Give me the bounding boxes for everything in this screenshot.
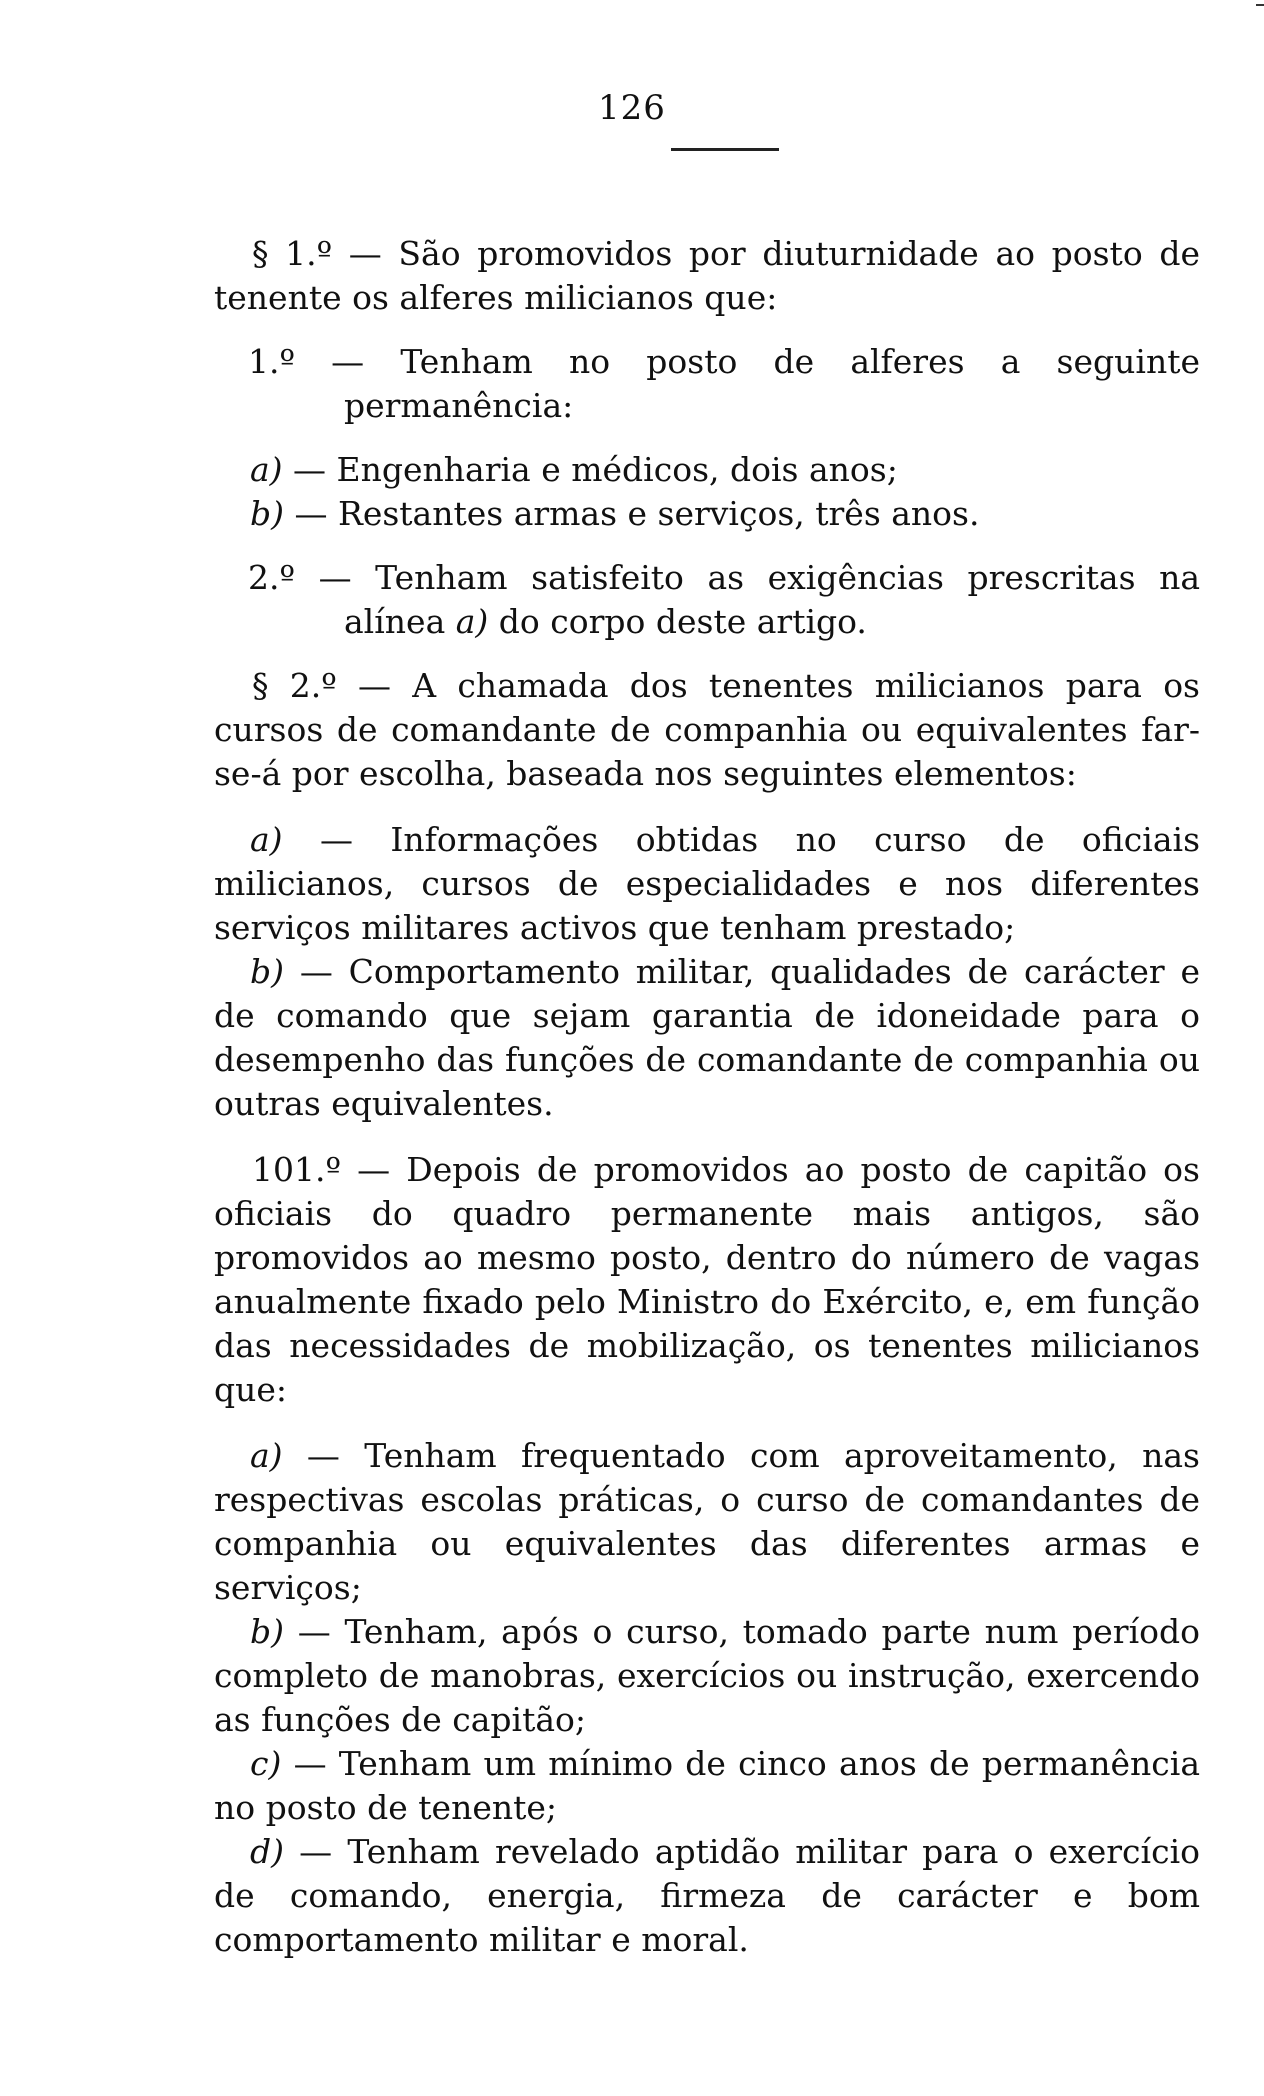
paragraph-2b-text: — Comportamento militar, qualidades de carácter e de comando que sejam garantia de idoneidade para o desempenho das funções de comandante de companhia ou outras equivalentes. — [214, 952, 1200, 1123]
article-101-a-label: a) — [250, 1436, 283, 1475]
article-101-d — [214, 1830, 1200, 1962]
paragraph-2: § 2.º — A chamada dos tenentes milicianos para os cursos de comandante de companhia ou equivalentes far-se-á por escolha, baseada nos seguintes elementos: — [214, 666, 1200, 793]
item-1: 1.º — Tenham no posto de alferes a seguinte permanência: — [248, 342, 1200, 425]
page-number-rule — [671, 148, 779, 151]
paragraph-2a-text: — Informações obtidas no curso de oficiais milicianos, cursos de especialidades e nos diferentes serviços militares activos que tenham prestado; — [214, 820, 1200, 947]
item-1a-text: — Engenharia e médicos, dois anos; — [282, 450, 898, 489]
item-2-label: a) — [455, 602, 489, 641]
item-1a-label: a) — [250, 450, 283, 489]
paragraph-1: § 1.º — São promovidos por diuturnidade ao posto de tenente os alferes milicianos que: — [214, 234, 1200, 317]
paragraph-2b-label: b) — [250, 952, 284, 991]
article-101-b — [214, 1610, 1200, 1742]
page-number: 126 — [598, 88, 666, 128]
item-1b — [214, 492, 1200, 536]
item-1b-text: — Restantes armas e serviços, três anos. — [284, 494, 980, 533]
corner-mark — [1256, 4, 1264, 6]
item-2-post: do corpo deste artigo. — [488, 602, 867, 641]
paragraph-2a — [214, 818, 1200, 950]
item-2 — [214, 556, 1200, 644]
item-1a — [214, 448, 1200, 492]
article-101-d-text: — Tenham revelado aptidão militar para o exercício de comando, energia, firmeza de carácter e bom comportamento militar e moral. — [214, 1832, 1200, 1959]
article-101-b-text: — Tenham, após o curso, tomado parte num período completo de manobras, exercícios ou instrução, exercendo as funções de capitão; — [214, 1612, 1200, 1739]
article-101-c-text: — Tenham um mínimo de cinco anos de permanência no posto de tenente; — [214, 1744, 1200, 1827]
paragraph-2b — [214, 950, 1200, 1126]
article-101-a-text: — Tenham frequentado com aproveitamento, nas respectivas escolas práticas, o curso de comandantes de companhia ou equivalentes das diferentes armas e serviços; — [214, 1436, 1200, 1607]
article-101-c-label: c) — [250, 1744, 282, 1783]
article-101-b-label: b) — [250, 1612, 284, 1651]
article-101-d-label: d) — [250, 1832, 284, 1871]
article-101-a — [214, 1434, 1200, 1610]
item-1b-label: b) — [250, 494, 284, 533]
article-101-c — [214, 1742, 1200, 1830]
paragraph-2a-label: a) — [250, 820, 283, 859]
document-body — [214, 232, 1200, 1962]
article-101: 101.º — Depois de promovidos ao posto de capitão os oficiais do quadro permanente mais antigos, são promovidos ao mesmo posto, dentro do número de vagas anualmente fixado pelo Ministro do Exército, e, em função das necessidades de mobilização, os tenentes milicianos que: — [214, 1150, 1200, 1409]
item-2-pre: 2.º — Tenham satisfeito as exigências prescritas na alínea — [248, 558, 1200, 641]
